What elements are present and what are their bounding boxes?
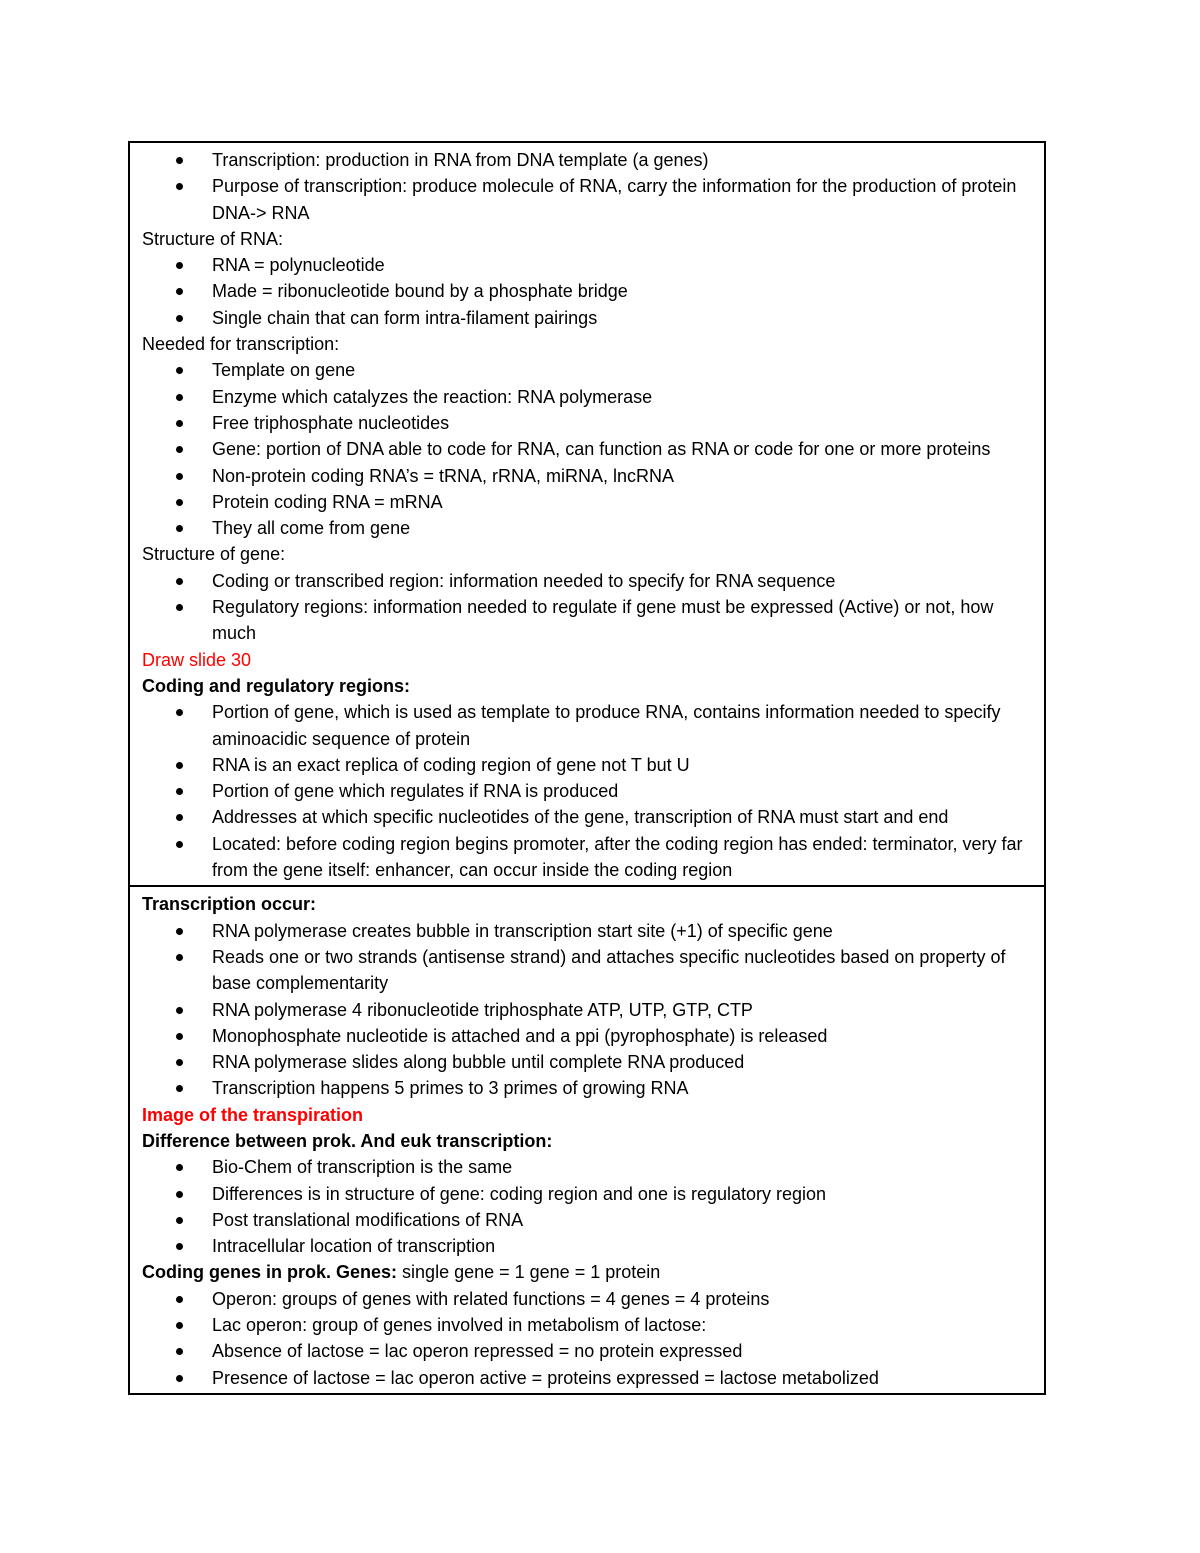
bullet-item [142,804,1032,830]
bullet-list [142,918,1032,1102]
bullet-dot-icon [176,604,183,611]
bullet-list [142,1286,1032,1391]
bullet-dot-icon [176,367,183,374]
section-heading: Needed for transcription: [142,334,340,355]
bullet-text: Gene: portion of DNA able to code for RNA, can function as RNA or code for one or more proteins [212,439,991,460]
bullet-item [142,831,1032,884]
bullet-item [142,305,1032,331]
bullet-item [142,568,1032,594]
bullet-item [142,1049,1032,1075]
bullet-item [142,489,1032,515]
bullet-dot-icon [176,578,183,585]
bullet-item [142,1365,1032,1391]
red-note: Draw slide 30 [142,649,252,670]
bullet-text: RNA polymerase creates bubble in transcription start site (+1) of specific gene [212,920,833,941]
bullet-dot-icon [176,1296,183,1303]
bullet-list [142,357,1032,541]
bullet-item [142,515,1032,541]
bullet-dot-icon [176,394,183,401]
notes-table [128,141,1046,1395]
bullet-dot-icon [176,1085,183,1092]
bullet-item [142,252,1032,278]
bullet-dot-icon [176,1164,183,1171]
bullet-text: Made = ribonucleotide bound by a phosphate bridge [212,281,628,302]
bullet-text: Differences is in structure of gene: coding region and one is regulatory region [212,1183,827,1204]
bullet-text: Portion of gene which regulates if RNA is produced [212,781,619,802]
bullet-item [142,1181,1032,1207]
bullet-text: RNA polymerase slides along bubble until complete RNA produced [212,1052,745,1073]
bullet-text: Absence of lactose = lac operon repressed = no protein expressed [212,1341,743,1362]
bullet-text: Operon: groups of genes with related functions = 4 genes = 4 proteins [212,1288,770,1309]
bullet-item [142,997,1032,1023]
bullet-item [142,918,1032,944]
section-heading: Transcription occur: [142,894,317,915]
section-heading: Structure of RNA: [142,228,284,249]
bullet-dot-icon [176,1007,183,1014]
bullet-item [142,278,1032,304]
bullet-dot-icon [176,954,183,961]
bullet-text: Lac operon: group of genes involved in metabolism of lactose: [212,1315,707,1336]
bullet-text: Located: before coding region begins promoter, after the coding region has ended: terminator, very far from the gene itself: enhancer, can occur inside the coding region [212,833,1023,881]
bullet-text: Template on gene [212,360,356,381]
section-heading: Coding and regulatory regions: [142,675,411,696]
bullet-text: Addresses at which specific nucleotides of the gene, transcription of RNA must start and end [212,807,949,828]
bullet-item [142,944,1032,997]
bullet-text: Enzyme which catalyzes the reaction: RNA polymerase [212,386,653,407]
bullet-text: RNA polymerase 4 ribonucleotide triphosphate ATP, UTP, GTP, CTP [212,999,753,1020]
bullet-text: Monophosphate nucleotide is attached and a ppi (pyrophosphate) is released [212,1025,828,1046]
bullet-text: RNA is an exact replica of coding region of gene not T but U [212,754,690,775]
bullet-dot-icon [176,788,183,795]
section-heading: Structure of gene: [142,544,286,565]
bullet-list [142,1154,1032,1259]
bullet-item [142,357,1032,383]
bullet-text: Post translational modifications of RNA [212,1209,524,1230]
bullet-text: Regulatory regions: information needed to regulate if gene must be expressed (Active) or not, how much [212,597,994,644]
bullet-item [142,1207,1032,1233]
bullet-dot-icon [176,1191,183,1198]
bullet-dot-icon [176,420,183,427]
bullet-dot-icon [176,262,183,269]
bullet-text: They all come from gene [212,518,411,539]
bullet-text: Coding or transcribed region: information needed to specify for RNA sequence [212,570,836,591]
bullet-item [142,594,1032,647]
bullet-dot-icon [176,814,183,821]
bullet-text: RNA = polynucleotide [212,255,385,276]
bullet-item [142,410,1032,436]
bullet-list [142,147,1032,226]
bullet-text: Portion of gene, which is used as template to produce RNA, contains information needed to specify aminoacidic sequence of protein [212,702,1001,749]
bullet-text: Presence of lactose = lac operon active = proteins expressed = lactose metabolized [212,1367,879,1388]
bullet-text: Intracellular location of transcription [212,1236,496,1257]
section-heading [142,1259,1032,1285]
bullet-text: Free triphosphate nucleotides [212,412,450,433]
bullet-text: Transcription happens 5 primes to 3 primes of growing RNA [212,1078,689,1099]
bullet-text: Bio-Chem of transcription is the same [212,1157,513,1178]
bullet-item [142,1075,1032,1101]
bullet-item [142,1154,1032,1180]
bullet-item [142,147,1032,173]
bullet-text: Transcription: production in RNA from DNA template (a genes) [212,150,709,170]
bullet-dot-icon [176,841,183,848]
bullet-dot-icon [176,183,183,190]
bullet-text: Reads one or two strands (antisense strand) and attaches specific nucleotides based on property of base complementarity [212,946,1006,994]
bullet-dot-icon [176,762,183,769]
bullet-dot-icon [176,1059,183,1066]
bullet-dot-icon [176,709,183,716]
bullet-dot-icon [176,315,183,322]
bullet-item [142,778,1032,804]
heading-text-part: single gene = 1 gene = 1 protein [397,1262,661,1283]
bullet-dot-icon [176,1348,183,1355]
bullet-list [142,568,1032,647]
bullet-item [142,1312,1032,1338]
bullet-list [142,252,1032,331]
bullet-item [142,436,1032,462]
bullet-dot-icon [176,288,183,295]
bullet-item [142,1023,1032,1049]
section-heading: Difference between prok. And euk transcription: [142,1130,553,1151]
bullet-dot-icon [176,1217,183,1224]
bullet-dot-icon [176,1322,183,1329]
bullet-dot-icon [176,525,183,532]
bullet-dot-icon [176,1033,183,1040]
bullet-text: Single chain that can form intra-filament pairings [212,307,598,328]
bullet-item [142,1233,1032,1259]
bullet-text: Purpose of transcription: produce molecule of RNA, carry the information for the production of protein DNA-> RNA [212,176,1017,223]
bullet-dot-icon [176,499,183,506]
bullet-dot-icon [176,157,183,164]
red-note: Image of the transpiration [142,1104,364,1125]
bullet-item [142,752,1032,778]
bullet-text: Protein coding RNA = mRNA [212,491,443,512]
bullet-text: Non-protein coding RNA’s = tRNA, rRNA, miRNA, lncRNA [212,465,674,486]
bullet-dot-icon [176,1375,183,1382]
bullet-item [142,1338,1032,1364]
bullet-dot-icon [176,1243,183,1250]
bullet-item [142,1286,1032,1312]
bullet-item [142,384,1032,410]
bullet-item [142,463,1032,489]
table-cell-top [130,143,1044,885]
bullet-list [142,699,1032,883]
table-cell-bottom [130,885,1044,1393]
bullet-dot-icon [176,473,183,480]
bullet-dot-icon [176,928,183,935]
heading-bold-part: Coding genes in prok. Genes: [142,1262,398,1283]
bullet-item [142,173,1032,226]
bullet-item [142,699,1032,752]
bullet-dot-icon [176,446,183,453]
